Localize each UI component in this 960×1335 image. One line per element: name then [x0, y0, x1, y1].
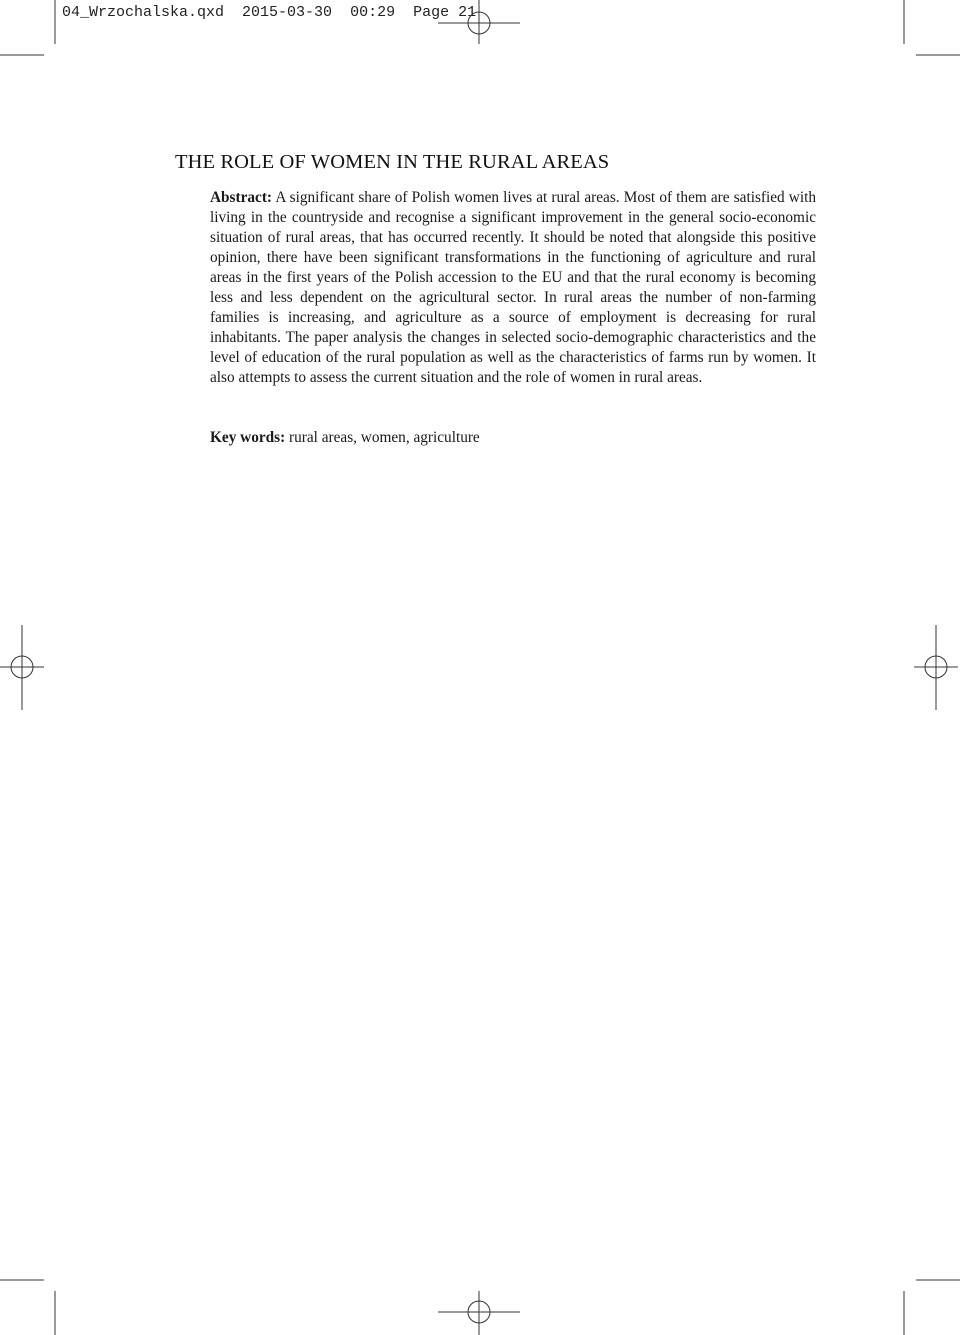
slug-time: 00:29: [350, 4, 396, 21]
registration-mark-left: [0, 625, 44, 710]
crop-mark-top-left: [0, 0, 55, 55]
keywords-label: Key words:: [210, 429, 286, 446]
slug-page-label: Page: [413, 4, 450, 21]
abstract-text: A significant share of Polish women lives at rural areas. Most of them are satisfied with living in the countryside and recognise a significant improvement in the general socio-economic situation of rural areas, that has occurred recently. It should be noted that alongside this positive opinion, there have been significant transformations in the functioning of agriculture and rural areas in the first years of the Polish accession to the EU and that the rural economy is becoming less and less dependent on the agricultural sector. In rural areas the number of non-farming families is increasing, and agriculture as a source of employment is decreasing for rural inhabitants. The paper analysis the changes in selected socio-demographic characteristics and the level of education of the rural population as well as the characteristics of farms run by women. It also attempts to assess the current situation and the role of women in rural areas.: [210, 189, 816, 387]
slug-date: 2015-03-30: [242, 4, 333, 21]
crop-mark-bottom-left: [0, 1280, 55, 1335]
registration-mark-right: [914, 625, 958, 710]
keywords: [210, 428, 480, 448]
registration-mark-bottom: [438, 1291, 520, 1335]
slug-page-number: 21: [458, 4, 477, 21]
slug-filename: 04_Wrzochalska.qxd: [62, 4, 225, 21]
crop-mark-top-right: [904, 0, 960, 55]
crop-mark-bottom-right: [904, 1280, 960, 1335]
keywords-text: rural areas, women, agriculture: [289, 429, 480, 446]
registration-mark-top: [438, 0, 520, 44]
article-title: THE ROLE OF WOMEN IN THE RURAL AREAS: [175, 151, 610, 173]
abstract: [210, 188, 816, 388]
abstract-label: Abstract:: [210, 189, 273, 206]
